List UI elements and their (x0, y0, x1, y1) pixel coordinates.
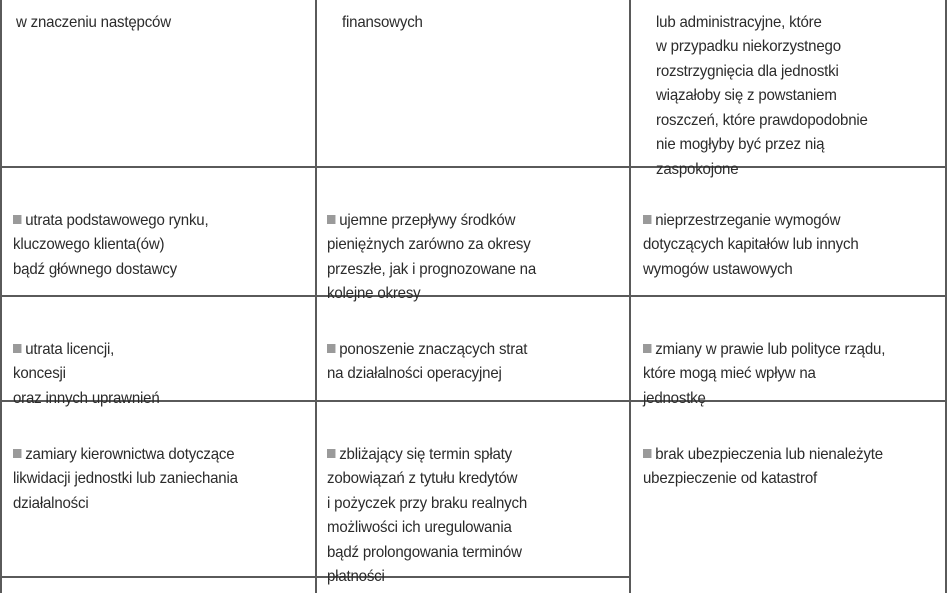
table-cell (656, 0, 924, 182)
table-cell (13, 418, 295, 516)
square-bullet-icon (327, 344, 335, 353)
square-bullet-icon (13, 449, 21, 458)
cell-text: finansowych (342, 13, 423, 31)
cell-text: zamiary kierownictwa dotyczące likwidacji jednostki lub zaniechania działalności (13, 445, 238, 512)
square-bullet-icon (13, 215, 21, 224)
cell-text: zmiany w prawie lub polityce rządu, które mogą mieć wpływ na jednostkę (643, 340, 886, 407)
square-bullet-icon (643, 344, 651, 353)
table-cell (327, 313, 609, 387)
square-bullet-icon (643, 215, 651, 224)
table-cell (13, 184, 295, 282)
cell-text: ponoszenie znaczących strat na działalności operacyjnej (327, 340, 528, 382)
square-bullet-icon (13, 344, 21, 353)
cell-text: lub administracyjne, które w przypadku niekorzystnego rozstrzygnięcia dla jednostki wiązałoby się z powstaniem roszczeń, które prawdopodobnie nie mogłyby być przez nią zaspokojone (656, 13, 868, 178)
square-bullet-icon (327, 449, 335, 458)
table-cell (16, 0, 289, 35)
cell-text: brak ubezpieczenia lub nienależyte ubezpieczenie od katastrof (643, 445, 883, 487)
table-cell (327, 184, 609, 307)
table-cell (643, 418, 925, 492)
table-cell (342, 0, 605, 35)
cell-text: zbliżający się termin spłaty zobowiązań z tytułu kredytów i pożyczek przy braku realnych możliwości ich uregulowania bądź prolongowania terminów płatności (327, 445, 527, 585)
cell-text: w znaczeniu następców (16, 13, 171, 31)
cell-text: ujemne przepływy środków pieniężnych zarówno za okresy przeszłe, jak i prognozowane na kolejne okresy (327, 211, 537, 302)
cell-text: nieprzestrzeganie wymogów dotyczących kapitałów lub innych wymogów ustawowych (643, 211, 859, 278)
table-cell (643, 184, 925, 282)
cell-text: utrata podstawowego rynku, kluczowego klienta(ów) bądź głównego dostawcy (13, 211, 209, 278)
cell-text: utrata licencji, koncesji oraz innych uprawnień (13, 340, 160, 407)
table-cell (327, 418, 609, 590)
table-cell (643, 313, 925, 411)
square-bullet-icon (327, 215, 335, 224)
table-cell (13, 313, 295, 411)
square-bullet-icon (643, 449, 651, 458)
